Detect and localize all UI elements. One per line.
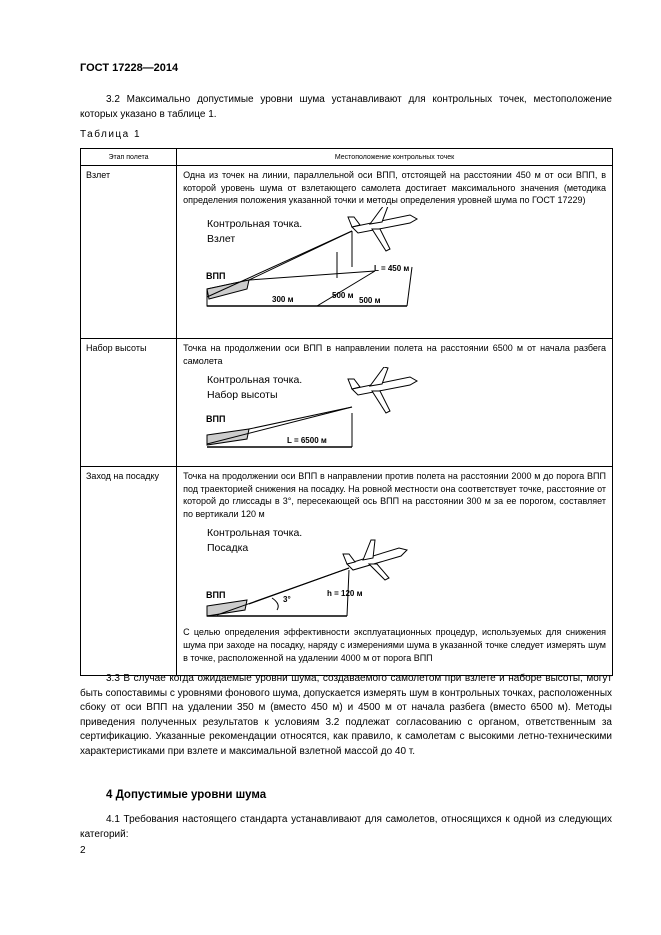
fig-title-line-2: Набор высоты [207,389,278,402]
location-cell [177,166,613,339]
paragraph-3-2: 3.2 Максимально допустимые уровни шума устанавливают для контрольных точек, местоположение которых указано в таблице 1. [80,94,612,120]
column-header-location: Местоположение контрольных точек [177,149,613,166]
landing-diagram [177,520,612,626]
stage-cell: Заход на посадку [81,467,177,676]
location-description: Точка на продолжении оси ВПП в направлении полета на расстоянии 6500 м от начала разбега самолета [183,343,606,366]
location-cell [177,339,613,467]
distance-label-2: 500 м [332,290,354,300]
aircraft-icon [343,540,407,580]
table-row [81,166,613,339]
lateral-distance-label: L = 450 м [374,263,410,273]
angle-arc [272,598,278,610]
paragraph-4-1: 4.1 Требования настоящего стандарта устанавливают для самолетов, относящихся к одной из следующих категорий: [80,814,612,840]
fig-title-line-1: Контрольная точка. [207,527,303,540]
runway-strip [207,600,247,616]
takeoff-diagram [177,207,612,319]
distance-label-1: 300 м [272,294,294,304]
location-cell [177,467,613,676]
distance-label: L = 6500 м [287,436,327,446]
stage-cell: Взлет [81,166,177,339]
column-header-stage: Этап полета [81,149,177,166]
fig-title-line-1: Контрольная точка. [207,374,303,387]
section-4-heading: 4 Допустимые уровни шума [106,789,267,801]
location-description: Одна из точек на линии, параллельной оси ВПП, отстоящей на расстоянии 450 м от оси ВПП, в которой уровень шума от взлетающего самолета достигает максимального значения (методика определения положения указанной точки и методы определения уровней шума по ГОСТ 17229) [183,170,606,206]
paragraph-3-3: 3.3 В случае когда ожидаемые уровни шума, создаваемого самолетом при взлете и наборе высоты, могут быть сопоставимы с уровнями фонового шума, допускается измерять шум в контрольных точках, расположенных сбоку от оси ВПП на удалении 350 м (вместо 450 м) и 4500 м от начала разбега (вместо 6500 м). Методы приведения полученных результатов к условиям 3.2 подлежат согласованию с органом, ответственным за сертификацию. Указанные рекомендации относятся, как правило, к самолетам с высокими летно-техническими характеристиками при взлете и максимальной взлетной массой до 40 т. [80,673,613,757]
page-number: 2 [80,845,86,856]
location-description: Точка на продолжении оси ВПП в направлении против полета на расстоянии 2000 м до порога ВПП под траекторией снижения на посадку. На ровной местности она соответствует точке, расстояние от которой до глиссады в 3°, пересекающей ось ВПП на расстоянии 300 м за ее порогом, составляет по вертикали 120 м [183,471,606,519]
climb-diagram [177,367,612,455]
aircraft-icon [348,367,417,413]
aircraft-icon [348,207,417,251]
table-row [81,339,613,467]
table-caption: Таблица 1 [80,129,142,140]
fig-title-line-2: Взлет [207,232,236,245]
distance-label-3: 500 м [359,295,381,305]
landing-note: С целью определения эффективности эксплуатационных процедур, используемых для снижения шума при заходе на посадку, наряду с измерениями шума в указанной точке следует измерять шум в точке, расположенной на удалении 4000 м от порога ВПП [183,627,606,663]
flight-path-line [207,407,352,444]
angle-label: 3° [283,595,291,605]
table-row [81,467,613,676]
stage-cell: Набор высоты [81,339,177,467]
height-label: h = 120 м [327,589,363,599]
table-header-row [81,149,613,166]
runway-label: ВПП [206,414,226,425]
fig-title-line-2: Посадка [207,542,249,555]
document-header: ГОСТ 17228—2014 [80,62,179,74]
fig-title-line-1: Контрольная точка. [207,217,303,230]
table-1 [80,148,613,676]
runway-label: ВПП [206,270,226,281]
flight-path-line [249,407,352,429]
runway-label: ВПП [206,590,226,601]
